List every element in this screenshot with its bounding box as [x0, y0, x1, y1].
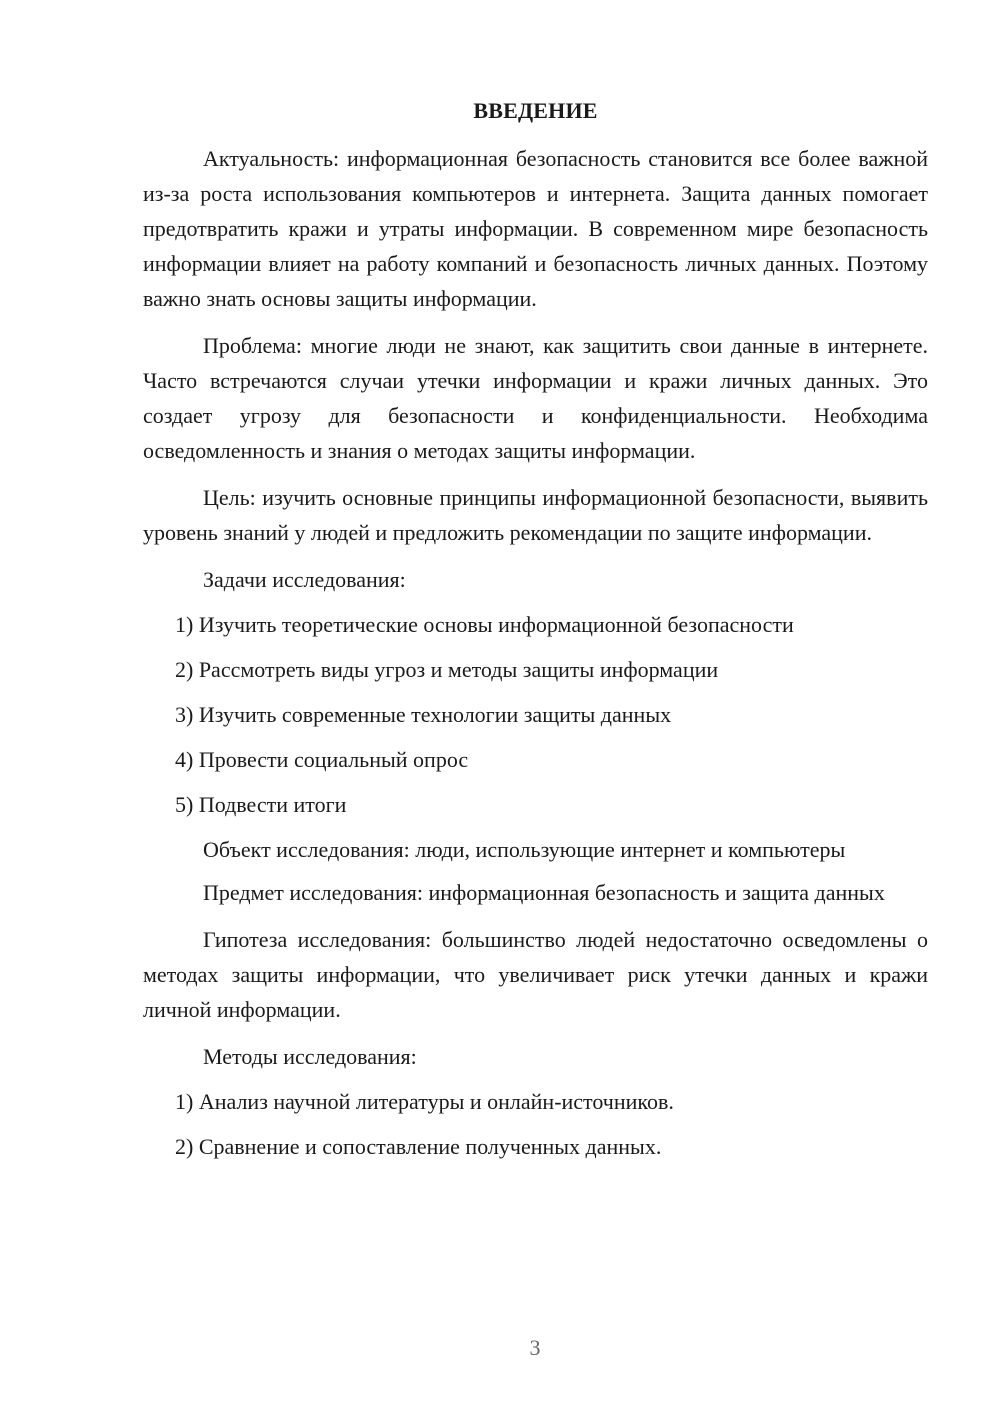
- list-item: 4) Провести социальный опрос: [175, 747, 469, 772]
- problem-paragraph: Проблема: многие люди не знают, как защитить свои данные в интернете. Часто встречаются случаи утечки информации и кражи личных данных. Это создает угрозу для безопасности и конфиденциальности. Необходима осведомленность и знания о методах защиты информации.: [143, 333, 928, 463]
- tasks-list: [143, 607, 928, 822]
- list-item: 3) Изучить современные технологии защиты данных: [175, 702, 672, 727]
- list-item: 1) Изучить теоретические основы информационной безопасности: [175, 612, 794, 637]
- list-item: 1) Анализ научной литературы и онлайн-источников.: [175, 1089, 674, 1114]
- hypothesis-paragraph: Гипотеза исследования: большинство людей недостаточно осведомлены о методах защиты информации, что увеличивает риск утечки данных и кражи личной информации.: [143, 927, 928, 1022]
- page-title: ВВЕДЕНИЕ: [473, 98, 598, 123]
- methods-heading: Методы исследования:: [203, 1044, 417, 1069]
- tasks-heading: Задачи исследования:: [203, 567, 406, 592]
- list-item: 2) Рассмотреть виды угроз и методы защиты информации: [175, 657, 719, 682]
- methods-list: [143, 1084, 928, 1164]
- subject-paragraph: Предмет исследования: информационная безопасность и защита данных: [203, 880, 885, 905]
- list-item: 5) Подвести итоги: [175, 792, 347, 817]
- page-content: [143, 95, 928, 1174]
- goal-paragraph: Цель: изучить основные принципы информационной безопасности, выявить уровень знаний у людей и предложить рекомендации по защите информации.: [143, 485, 928, 545]
- list-item: 2) Сравнение и сопоставление полученных данных.: [175, 1134, 662, 1159]
- page-number: 3: [529, 1335, 541, 1360]
- relevance-paragraph: Актуальность: информационная безопасность становится все более важной из-за роста использования компьютеров и интернета. Защита данных помогает предотвратить кражи и утраты информации. В современном мире безопасность информации влияет на работу компаний и безопасность личных данных. Поэтому важно знать основы защиты информации.: [143, 146, 928, 311]
- object-paragraph: Объект исследования: люди, использующие интернет и компьютеры: [203, 837, 846, 862]
